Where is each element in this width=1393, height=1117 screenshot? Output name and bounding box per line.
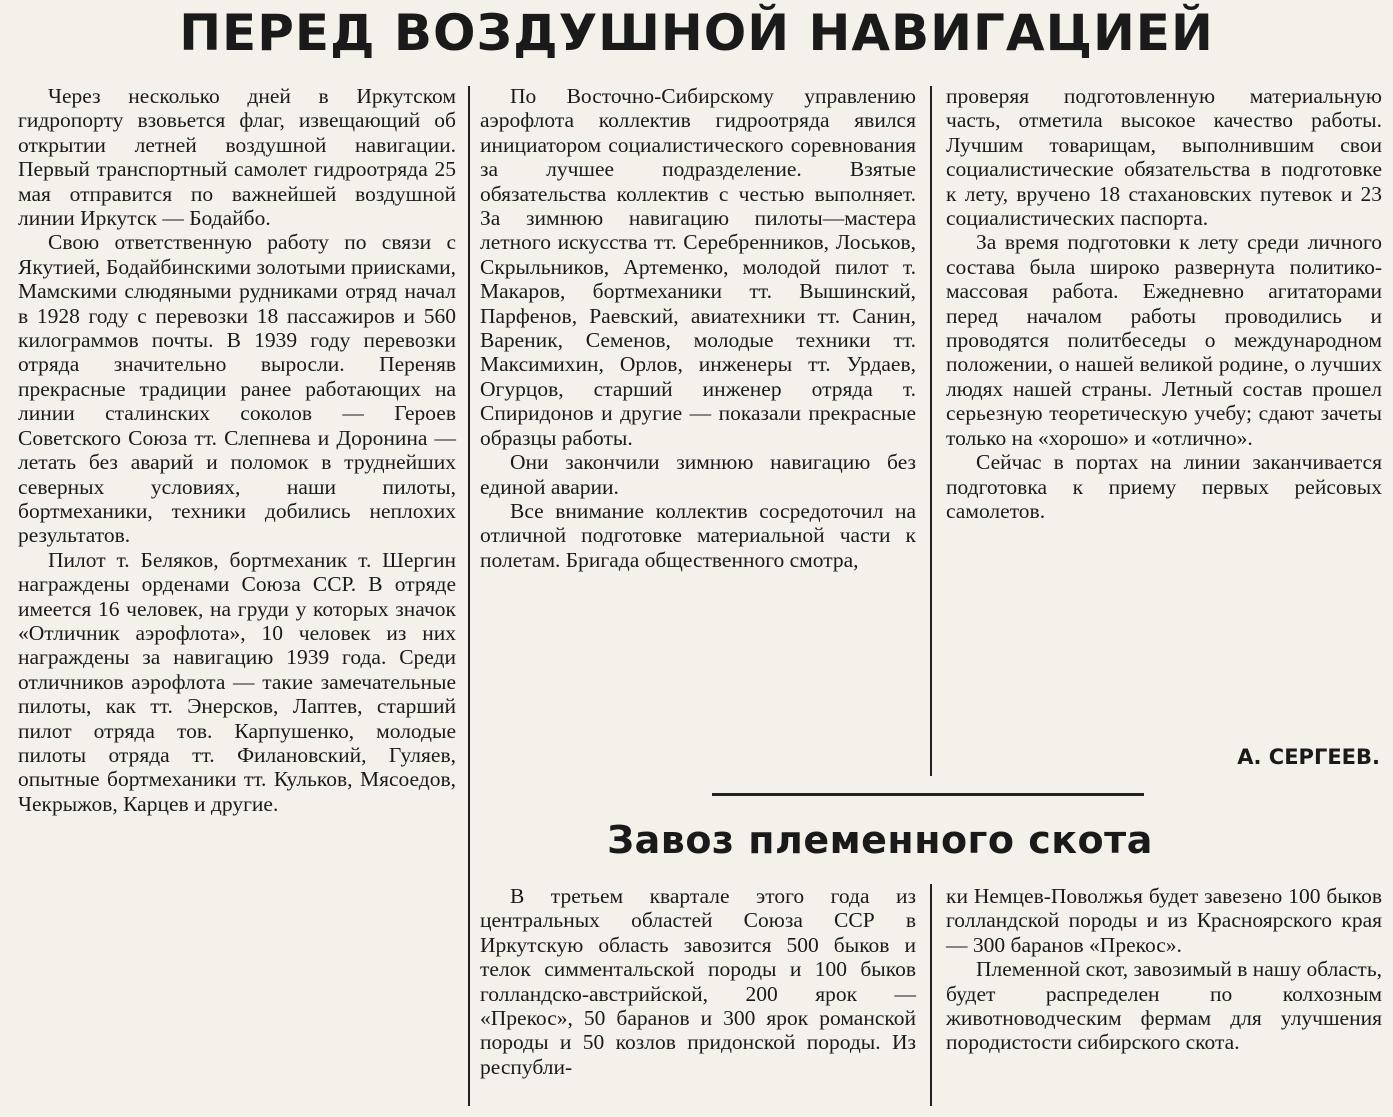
article-separator: [712, 793, 1144, 796]
paragraph: проверяя подготовленную материальную часть, отметила высокое качество работы. Лучшим товарищам, выполнившим свои социалистические обязательства в подготовке к лету, вручено 18 стахановских путевок и 23 социалистических паспорта.: [946, 84, 1382, 231]
author-signature: А. СЕРГЕЕВ.: [1237, 745, 1380, 769]
paragraph: ки Немцев-Поволжья будет завезено 100 быков голландской породы и из Красноярского края — 300 баранов «Прекос».: [946, 884, 1382, 957]
article-column-1: [18, 84, 456, 816]
column-divider: [468, 86, 470, 1106]
paragraph: Свою ответственную работу по связи с Якутией, Бодайбинскими золотыми приисками, Мамскими слюдяными рудниками отряд начал в 1928 году с перевозки 18 пассажиров и 560 килограммов почты. В 1939 году перевозки отряда значительно выросли. Переняв прекрасные традиции ранее работающих на линии сталинских соколов — Героев Советского Союза тт. Слепнева и Доронина — летать без аварий и поломок в труднейших северных условиях, наши пилоты, бортмеханики, техники добились неплохих результатов.: [18, 230, 456, 548]
article-column-1: [480, 884, 916, 1079]
article-column-2: [480, 84, 916, 572]
paragraph: Через несколько дней в Иркутском гидропорту взовьется флаг, извещающий об открытии летней воздушной навигации. Первый транспортный самолет гидроотряда 25 мая отправится по важнейшей воздушной линии Иркутск — Бодайбо.: [18, 84, 456, 231]
paragraph: За время подготовки к лету среди личного состава была широко развернута политико-массовая работа. Ежедневно агитаторами перед началом работы проводились и проводятся политбеседы о международном положении, о нашей великой родине, о лучших людях нашей страны. Летный состав прошел серьезную теоретическую учебу; сдают зачеты только на «хорошо» и «отлично».: [946, 230, 1382, 450]
column-divider: [930, 86, 932, 776]
paragraph: Они закончили зимнюю навигацию без единой аварии.: [480, 450, 916, 499]
article-column-2: [946, 884, 1382, 1055]
paragraph: Племенной скот, завозимый в нашу область, будет распределен по колхозным животноводческим фермам для улучшения породистости сибирского скота.: [946, 957, 1383, 1055]
paragraph: Все внимание коллектив сосредоточил на отличной подготовке материальной части к полетам. Бригада общественного смотра,: [480, 498, 916, 572]
paragraph: Сейчас в портах на линии заканчивается подготовка к приему первых рейсовых самолетов.: [946, 450, 1382, 523]
article-column-3: [946, 84, 1382, 523]
article-headline: Завоз племенного скота: [607, 818, 1153, 862]
paragraph: Пилот т. Беляков, бортмеханик т. Шергин награждены орденами Союза ССР. В отряде имеется 16 человек, на груди у которых значок «Отличник аэрофлота», 10 человек из них награждены за навигацию 1939 года. Среди отличников аэрофлота — такие замечательные пилоты, как тт. Энерсков, Лаптев, старший пилот отряда тов. Карпушенко, молодые пилоты отряда тт. Филановский, Гуляев, опытные бортмеханики тт. Кульков, Мясоедов, Чекрыжов, Карцев и другие.: [18, 547, 456, 816]
paragraph: По Восточно-Сибирскому управлению аэрофлота коллектив гидроотряда явился инициатором социалистического соревнования за лучшее подразделение. Взятые обязательства коллектив с честью выполняет. За зимнюю навигацию пилоты—мастера летного искусства тт. Серебренников, Лоськов, Скрыльников, Артеменко, молодой пилот т. Макаров, бортмеханики тт. Вышинский, Парфенов, Раевский, авиатехники тт. Санин, Вареник, Семенов, молодые техники тт. Максимихин, Орлов, инженеры тт. Урдаев, Огурцов, старший инженер отряда т. Спиридонов и другие — показали прекрасные образцы работы.: [480, 84, 916, 450]
article-headline: ПЕРЕД ВОЗДУШНОЙ НАВИГАЦИЕЙ: [179, 4, 1214, 62]
paragraph: В третьем квартале этого года из центральных областей Союза ССР в Иркутскую область завозится 500 быков и телок симментальской породы и 100 быков голландско-австрийской, 200 ярок — «Прекос», 50 баранов и 300 ярок романской породы и 50 козлов придонской породы. Из республи-: [480, 884, 916, 1079]
column-divider: [930, 884, 932, 1106]
